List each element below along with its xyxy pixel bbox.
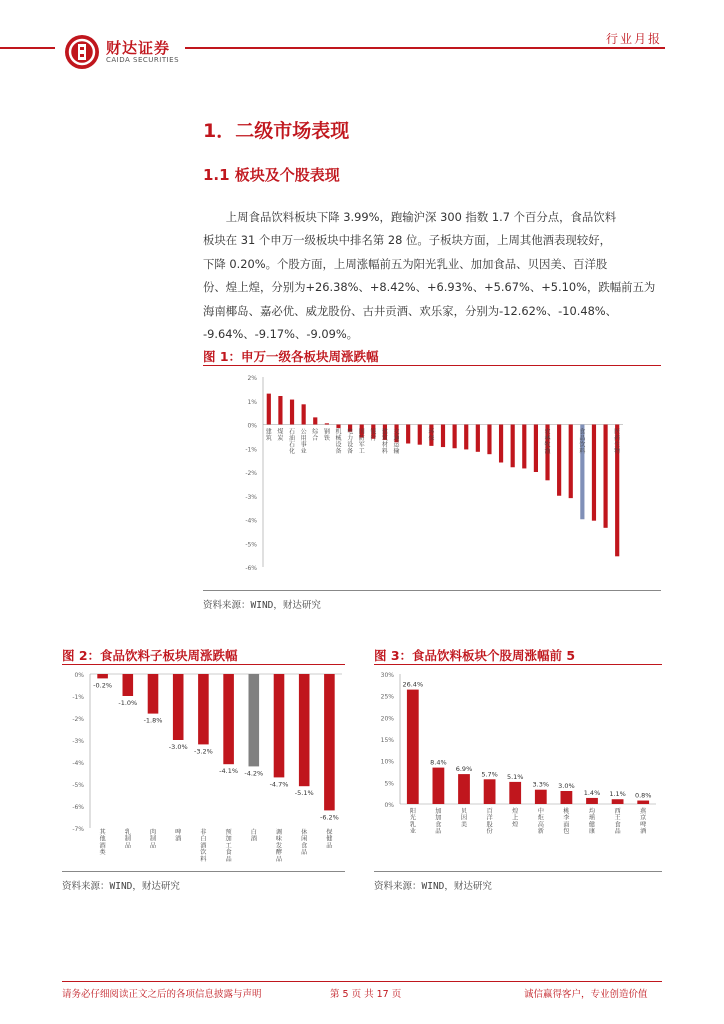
data-label: -1.0%	[118, 699, 138, 707]
bar-均瑶健康	[586, 798, 598, 804]
y-tick-label: 0%	[74, 672, 84, 679]
y-tick-label: -2%	[72, 716, 84, 723]
x-tick-label: 机械设备	[335, 428, 342, 455]
bar-贝因美	[458, 774, 470, 804]
footer-slogan: 诚信赢得客户，专业创造价值	[524, 989, 648, 1000]
bar-乳制品	[123, 674, 134, 696]
x-tick-label: 乳制品	[124, 829, 131, 850]
y-tick-label: 0%	[384, 802, 394, 809]
bar-传媒	[592, 425, 596, 521]
data-label: -3.0%	[168, 743, 188, 751]
figure3-source: 资料来源：WIND，财达研究	[374, 881, 492, 892]
caida-logo-icon	[65, 35, 99, 69]
bar-其他酒类	[97, 674, 108, 678]
data-label: -0.2%	[93, 681, 113, 690]
x-tick-label: 建筑材料	[381, 428, 388, 455]
bar-纺织服饰	[453, 425, 457, 449]
x-tick-label: 百洋股份	[486, 808, 493, 836]
data-label: -4.2%	[244, 769, 264, 778]
x-tick-label: 调味发酵品	[275, 829, 283, 863]
x-tick-label: 贝因美	[460, 808, 468, 829]
x-tick-label: 非白酒饮料	[200, 829, 207, 863]
bar-白酒	[249, 674, 260, 766]
bar-公用事业	[302, 404, 306, 424]
bar-建筑	[267, 394, 271, 425]
x-tick-label: 燕京啤酒	[640, 808, 647, 836]
data-label: -1.8%	[143, 716, 163, 725]
paragraph-line: 板块在 31 个申万一级板块中排名第 28 位。子板块方面，上周其他酒表现较好，	[203, 233, 611, 248]
bar-加加食品	[433, 768, 445, 804]
y-tick-label: -1%	[245, 446, 257, 454]
y-tick-label: 30%	[380, 672, 394, 679]
bar-房地产	[441, 425, 445, 448]
x-tick-label: 白酒	[250, 829, 257, 843]
figure2-chart	[62, 666, 345, 870]
data-label: 5.1%	[506, 772, 524, 781]
y-tick-label: -3%	[245, 493, 257, 501]
x-tick-label: 电力设备	[347, 428, 354, 455]
bar-非白酒饮料	[198, 674, 209, 744]
y-tick-label: -6%	[245, 565, 257, 572]
y-tick-label: 0%	[247, 422, 257, 430]
footer-rule	[62, 981, 662, 982]
section-title: 1．二级市场表现	[203, 120, 350, 142]
paragraph-line: 下降 0.20%。个股方面，上周涨幅前五为阳光乳业、加加食品、贝因美、百洋股	[203, 256, 608, 271]
x-tick-label: 煤炭	[277, 428, 284, 442]
bar-有色金属	[406, 425, 410, 444]
paragraph-line: 上周食品饮料板块下降 3.99%，跑输沪深 300 指数 1.7 个百分点，食品饮料	[203, 210, 617, 224]
logo-chinese-name: 财达证券	[106, 39, 171, 57]
bar-百洋股份	[484, 779, 496, 804]
y-tick-label: -5%	[245, 541, 257, 549]
bar-商贸零售	[522, 425, 526, 469]
y-tick-label: -5%	[72, 782, 84, 789]
figure1-rule	[203, 365, 661, 366]
bar-基础化工	[418, 425, 422, 445]
data-label: -3.2%	[193, 747, 213, 756]
y-tick-label: 25%	[380, 693, 394, 701]
page-number: 第 5 页 共 17 页	[330, 989, 402, 1000]
x-tick-label: 环保	[428, 428, 435, 442]
y-tick-label: 5%	[384, 780, 394, 788]
data-label: 0.8%	[634, 791, 652, 800]
data-label: -4.1%	[219, 767, 239, 776]
data-label: -5.1%	[294, 789, 314, 798]
y-tick-label: -6%	[72, 804, 84, 811]
subsection-title: 1.1 板块及个股表现	[203, 166, 340, 184]
bar-通信	[487, 425, 491, 455]
paragraph-line: -9.64%、-9.17%、-9.09%。	[203, 327, 359, 342]
data-label: 5.7%	[481, 770, 498, 779]
report-type: 行业月报	[605, 32, 662, 46]
x-tick-label: 预加工食品	[225, 829, 232, 863]
bar-石油石化	[290, 400, 294, 425]
bar-社会服务	[569, 425, 573, 499]
y-tick-label: -4%	[72, 760, 84, 767]
paragraph-line: 份、煌上煌，分别为+26.38%、+8.42%、+6.93%、+5.67%、+5.10%，跌幅前五为	[203, 280, 656, 295]
figure2-source: 资料来源：WIND，财达研究	[62, 881, 180, 892]
bar-保健品	[324, 674, 335, 810]
y-tick-label: -1%	[72, 694, 84, 701]
bar-肉制品	[148, 674, 159, 714]
data-label: 6.9%	[455, 765, 473, 774]
x-tick-label: 食品饮料	[579, 428, 586, 455]
x-tick-label: 农林牧渔	[544, 428, 551, 455]
figure3-chart	[374, 666, 662, 870]
x-tick-label: 综合	[312, 428, 319, 442]
data-label: 26.4%	[402, 680, 424, 689]
x-tick-label: 阳光乳业	[409, 808, 416, 836]
bar-非银金融	[464, 425, 468, 450]
bar-美容护理	[603, 425, 607, 528]
figure1-chart	[203, 367, 661, 589]
y-tick-label: 2%	[247, 375, 257, 382]
x-tick-label: 均瑶健康	[588, 808, 596, 836]
figure2-bottom-rule	[62, 871, 345, 872]
x-tick-label: 中炬高新	[537, 808, 544, 836]
figure1-source: 资料来源：WIND，财达研究	[203, 600, 321, 611]
figure2-rule	[62, 664, 345, 665]
y-tick-label: 1%	[247, 398, 257, 406]
x-tick-label: 桃李面包	[563, 808, 570, 836]
bar-调味发酵品	[274, 674, 285, 777]
bar-家用电器	[511, 425, 515, 468]
bar-计算机	[534, 425, 538, 473]
bar-阳光乳业	[407, 690, 419, 804]
data-label: -4.7%	[269, 780, 289, 789]
x-tick-label: 国防军工	[358, 428, 365, 455]
data-label: 3.3%	[532, 780, 550, 789]
x-tick-label: 建筑	[265, 428, 272, 442]
body-paragraph	[203, 206, 658, 346]
figure1-bottom-rule	[203, 590, 661, 591]
bar-休闲食品	[299, 674, 310, 786]
y-tick-label: -2%	[245, 470, 257, 477]
bar-西王食品	[612, 799, 624, 804]
bar-煤炭	[278, 396, 282, 425]
x-tick-label: 其他酒类	[99, 829, 106, 857]
y-tick-label: 15%	[380, 737, 394, 744]
bar-中炬高新	[535, 790, 547, 804]
header-rule-right	[185, 47, 665, 49]
data-label: -6.2%	[319, 813, 339, 822]
data-label: 1.1%	[609, 790, 626, 799]
data-label: 3.0%	[558, 782, 575, 790]
paragraph-line: 海南椰岛、嘉必优、威龙股份、古井贡酒、欢乐家，分别为-12.62%、-10.48%、	[203, 303, 618, 318]
figure1-title: 图 1：申万一级各板块周涨跌幅	[203, 349, 379, 364]
x-tick-label: 煌上煌	[512, 808, 519, 829]
x-tick-label: 钢铁	[323, 428, 330, 442]
y-tick-label: -3%	[72, 738, 84, 745]
y-tick-label: 10%	[380, 758, 394, 766]
bar-啤酒	[173, 674, 184, 740]
y-tick-label: -7%	[72, 826, 84, 833]
figure2-title: 图 2：食品饮料子板块周涨跌幅	[62, 648, 238, 663]
logo-english-name: CAIDA SECURITIES	[106, 56, 180, 64]
y-tick-label: -4%	[245, 517, 257, 525]
bar-煌上煌	[509, 782, 521, 804]
footer-disclaimer: 请务必仔细阅读正文之后的各项信息披露与声明	[62, 989, 262, 1000]
bar-预加工食品	[223, 674, 234, 764]
figure3-bottom-rule	[374, 871, 662, 872]
bar-桃李面包	[561, 791, 573, 804]
bar-轻工制造	[476, 425, 480, 452]
x-tick-label: 啤酒	[175, 829, 182, 843]
x-tick-label: 肉制品	[149, 829, 157, 850]
data-label: 1.4%	[583, 788, 601, 797]
figure3-rule	[374, 664, 662, 665]
x-tick-label: 银行	[370, 428, 377, 442]
x-tick-label: 休闲食品	[301, 829, 308, 857]
x-tick-label: 保健品	[326, 829, 333, 850]
bar-燕京啤酒	[637, 801, 649, 804]
x-tick-label: 西王食品	[614, 808, 621, 836]
x-tick-label: 公用事业	[300, 428, 307, 455]
bar-汽车	[499, 425, 503, 463]
x-tick-label: 加加食品	[435, 808, 442, 836]
bar-电子	[557, 425, 561, 496]
x-tick-label: 交通运输	[393, 428, 400, 455]
data-label: 8.4%	[430, 758, 447, 767]
x-tick-label: 医药生物	[614, 428, 621, 455]
y-tick-label: 20%	[380, 715, 394, 723]
x-tick-label: 石油石化	[289, 428, 296, 455]
figure3-title: 图 3：食品饮料板块个股周涨幅前 5	[374, 648, 576, 663]
bar-钢铁	[325, 423, 329, 424]
bar-综合	[313, 417, 317, 424]
header-rule-left	[0, 47, 55, 49]
